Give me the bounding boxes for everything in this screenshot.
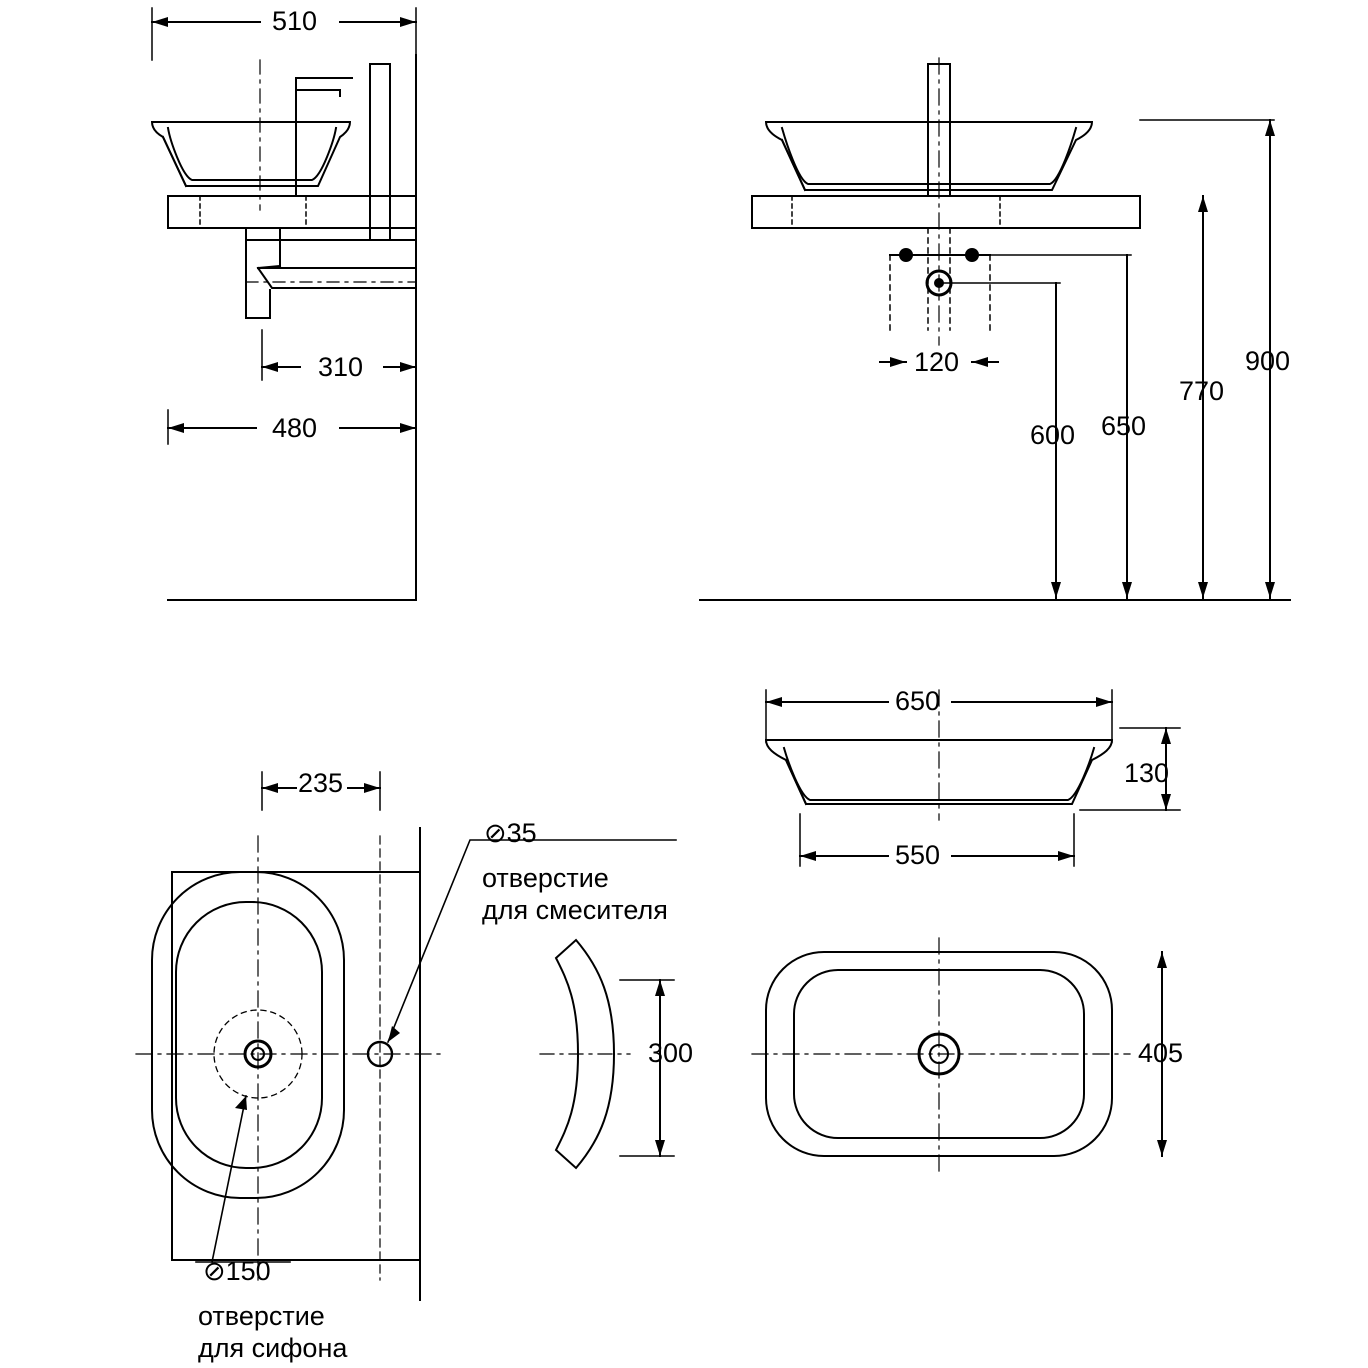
callout-faucet-diameter: ⊘35 [484,818,537,848]
dimension-650-height: 650 [1101,411,1147,441]
callout-siphon-text-line2: для сифона [198,1333,348,1363]
dimension-120: 120 [914,347,960,377]
dimension-405: 405 [1138,1038,1184,1068]
dimension-130: 130 [1124,758,1170,788]
dimension-770: 770 [1179,376,1225,406]
dimension-310: 310 [318,352,364,382]
front-section-view [700,58,1290,600]
dimension-550: 550 [895,840,941,870]
callout-siphon-text-line1: отверстие [198,1301,325,1331]
callout-faucet-text-line2: для смесителя [482,895,668,925]
basin-top-view [752,938,1167,1172]
dimension-600: 600 [1030,420,1076,450]
dimension-300: 300 [648,1038,694,1068]
dimension-510: 510 [272,6,318,36]
dimension-235: 235 [298,768,344,798]
side-section-view [152,8,416,600]
basin-front-elevation [766,690,1180,866]
dimension-480: 480 [272,413,318,443]
callout-siphon-diameter: ⊘150 [203,1256,271,1286]
callout-faucet-text-line1: отверстие [482,863,609,893]
top-view-with-callouts [136,772,676,1300]
dimension-650-width: 650 [895,686,941,716]
dimension-900: 900 [1245,346,1291,376]
